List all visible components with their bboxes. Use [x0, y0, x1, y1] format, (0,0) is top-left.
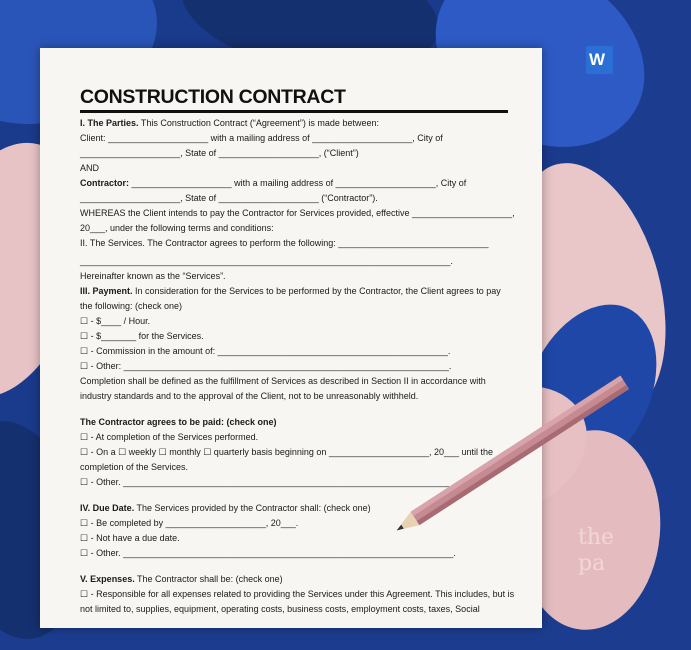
doc-line: ☐ - Be completed by ____________________, 20___. — [80, 518, 299, 528]
doc-line: WHEREAS the Client intends to pay the Contractor for Services provided, effective ____________________, — [80, 208, 515, 218]
doc-line: V. Expenses. The Contractor shall be: (check one) — [80, 574, 283, 584]
doc-line: ☐ - Other. __________________________________________________________________. — [80, 477, 456, 487]
doc-line: The Contractor agrees to be paid: (check one) — [80, 417, 277, 427]
document-title: CONSTRUCTION CONTRACT — [80, 86, 346, 108]
doc-line: the following: (check one) — [80, 301, 183, 311]
brand-line-2: pa — [578, 551, 606, 576]
doc-line: ☐ - Other: _________________________________________________________________. — [80, 361, 452, 371]
doc-line: III. Payment. In consideration for the Services to be performed by the Contractor, the Client agrees to pay — [80, 286, 501, 296]
doc-line: ☐ - Commission in the amount of: ______________________________________________. — [80, 346, 451, 356]
doc-line: not limited to, supplies, equipment, operating costs, business costs, employment costs, taxes, Social — [80, 604, 480, 614]
doc-line: ☐ - On a ☐ weekly ☐ monthly ☐ quarterly basis beginning on ____________________, 20___ until the — [80, 447, 494, 457]
doc-line: II. The Services. The Contractor agrees to perform the following: ______________________________ — [80, 238, 489, 248]
doc-line: __________________________________________________________________________. — [80, 256, 453, 266]
doc-line: Client: ____________________ with a mailing address of ____________________, City of — [80, 133, 443, 143]
doc-line: I. The Parties. This Construction Contract (“Agreement”) is made between: — [80, 118, 379, 128]
doc-line: ☐ - Other. __________________________________________________________________. — [80, 548, 456, 558]
doc-line: AND — [80, 163, 100, 173]
doc-line: 20___, under the following terms and conditions: — [80, 223, 274, 233]
doc-line: industry standards and to the approval of the Client, not to be unreasonably withheld. — [80, 391, 419, 401]
doc-line: Hereinafter known as the “Services”. — [80, 271, 226, 281]
doc-line: ____________________, State of ____________________, (“Client”) — [80, 148, 359, 158]
doc-line: Completion shall be defined as the fulfillment of Services as described in Section II in accordance with — [80, 376, 486, 386]
doc-line: ☐ - Responsible for all expenses related to providing the Services under this Agreement. This includes, but is — [80, 589, 515, 599]
doc-line: IV. Due Date. The Services provided by the Contractor shall: (check one) — [80, 503, 371, 513]
doc-line: completion of the Services. — [80, 462, 189, 472]
doc-line: ☐ - $_______ for the Services. — [80, 331, 204, 341]
doc-line: ____________________, State of ____________________ (“Contractor”). — [80, 193, 378, 203]
brand-line-1: the — [578, 525, 615, 550]
doc-line: ☐ - $____ / Hour. — [80, 316, 151, 326]
word-badge-icon: W — [586, 46, 613, 74]
doc-line: ☐ - At completion of the Services performed. — [80, 432, 259, 442]
pencil-icon — [395, 345, 635, 565]
doc-line: Contractor: ____________________ with a mailing address of ____________________, City of — [80, 178, 467, 188]
doc-line: ☐ - Not have a due date. — [80, 533, 180, 543]
